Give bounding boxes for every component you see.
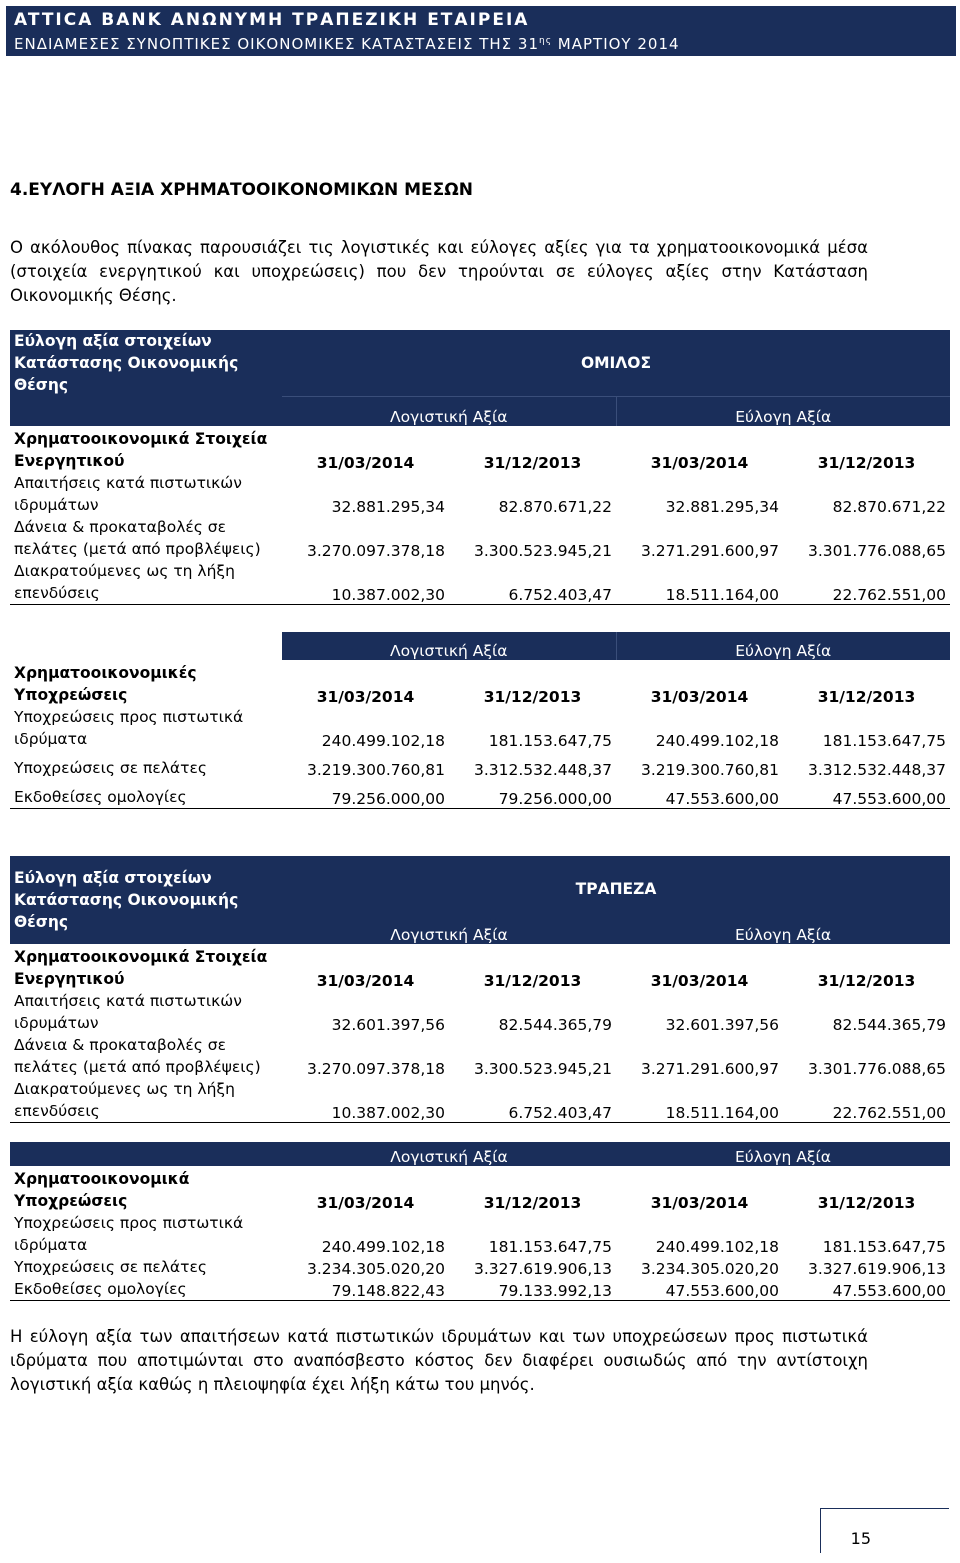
cell-value: 181.153.647,75 — [488, 732, 612, 750]
section-title: 4.ΕΥΛΟΓΗ ΑΞΙΑ ΧΡΗΜΑΤΟΟΙΚΟΝΟΜΙΚΩΝ ΜΕΣΩΝ — [10, 180, 473, 200]
cell-value: 32.601.397,56 — [331, 1016, 445, 1034]
table-row — [10, 516, 950, 560]
page-number: 15 — [850, 1529, 871, 1548]
row-label: Απαιτήσεις κατά πιστωτικών ιδρυμάτων — [14, 992, 242, 1032]
cell-value: 47.553.600,00 — [783, 779, 950, 808]
row-label: Εκδοθείσες ομολογίες — [10, 1278, 282, 1301]
cell-value: 3.234.305.020,20 — [640, 1260, 779, 1278]
row-label: Εκδοθείσες ομολογίες — [10, 779, 282, 808]
cell-value: 6.752.403,47 — [449, 560, 616, 605]
group-title: ΟΜΙΛΟΣ — [282, 330, 950, 396]
cell-value: 82.870.671,22 — [832, 498, 947, 516]
cell-value: 181.153.647,75 — [822, 732, 946, 750]
cell-value: 3.271.291.600,97 — [640, 1060, 779, 1078]
row-label: Δάνεια & προκαταβολές σε πελάτες (μετά από προβλέψεις) — [14, 1036, 261, 1076]
table-row — [10, 990, 950, 1034]
fair-value-header: Εύλογη Αξία — [616, 922, 950, 944]
row-label: Υποχρεώσεις σε πελάτες — [14, 1258, 207, 1276]
book-value-header: Λογιστική Αξία — [282, 1142, 616, 1166]
header-banner — [6, 6, 956, 56]
book-value-header: Λογιστική Αξία — [282, 396, 616, 426]
cell-value: 240.499.102,18 — [321, 732, 445, 750]
bank-assets-table — [10, 856, 950, 1123]
liabilities-heading: Χρηματοοικονομικές Υποχρεώσεις — [14, 664, 197, 704]
group-assets-table — [10, 330, 950, 605]
row-label: Απαιτήσεις κατά πιστωτικών ιδρυμάτων — [14, 474, 242, 514]
footnote-paragraph: Η εύλογη αξία των απαιτήσεων κατά πιστωτικών ιδρυμάτων και των υποχρεώσεων προς πιστωτικά ιδρύματα που αποτιμώνται στο αναπόσβεστο κόστος δεν διαφέρει ουσιωδώς από την αντίστοιχη λογιστική αξία καθώς η πλειοψηφία έχει λήξη κάτω του μηνός. — [10, 1327, 868, 1394]
cell-value: 181.153.647,75 — [488, 1238, 612, 1256]
report-subtitle: ΕΝΔΙΑΜΕΣΕΣ ΣΥΝΟΠΤΙΚΕΣ ΟΙΚΟΝΟΜΙΚΕΣ ΚΑΤΑΣΤΑΣΕΙΣ ΤΗΣ $31^{\eta\varsigma}$ ΜΑΡΤΙΟΥ 2014 — [14, 35, 680, 53]
cell-value: 10.387.002,30 — [282, 560, 449, 605]
date-header: 31/03/2014 — [316, 1194, 415, 1212]
bank-title: ΤΡΑΠΕΖΑ — [282, 856, 950, 922]
intro-paragraph: Ο ακόλουθος πίνακας παρουσιάζει τις λογιστικές και εύλογες αξίες για τα χρηματοοικονομικά μέσα (στοιχεία ενεργητικού και υποχρεώσεις) που δεν τηρούνται σε εύλογες αξίες στην Κατάσταση Οικονομικής Θέσης. — [10, 238, 868, 305]
date-header: 31/03/2014 — [650, 454, 749, 472]
cell-value: 32.881.295,34 — [331, 498, 445, 516]
cell-value: 82.870.671,22 — [498, 498, 612, 516]
cell-value: 32.881.295,34 — [665, 498, 779, 516]
cell-value: 18.511.164,00 — [616, 560, 783, 605]
cell-value: 3.219.300.760,81 — [306, 761, 445, 779]
cell-value: 79.148.822,43 — [282, 1278, 449, 1301]
date-header: 31/03/2014 — [650, 972, 749, 990]
cell-value: 3.327.619.906,13 — [807, 1260, 946, 1278]
book-value-header: Λογιστική Αξία — [282, 922, 616, 944]
cell-value: 3.300.523.945,21 — [473, 1060, 612, 1078]
row-label: Διακρατούμενες ως τη λήξη επενδύσεις — [10, 560, 282, 605]
date-header: 31/12/2013 — [817, 454, 916, 472]
assets-heading: Χρηματοοικονομικά Στοιχεία Ενεργητικού — [14, 430, 268, 470]
cell-value: 3.312.532.448,37 — [473, 761, 612, 779]
cell-value: 79.133.992,13 — [449, 1278, 616, 1301]
cell-value: 10.387.002,30 — [282, 1078, 449, 1123]
date-header: 31/03/2014 — [316, 972, 415, 990]
table-row — [10, 560, 950, 605]
cell-value: 240.499.102,18 — [321, 1238, 445, 1256]
fair-value-header: Εύλογη Αξία — [616, 396, 950, 426]
table-row — [10, 1278, 950, 1301]
cell-value: 3.270.097.378,18 — [306, 1060, 445, 1078]
cell-value: 3.271.291.600,97 — [640, 542, 779, 560]
cell-value: 79.256.000,00 — [282, 779, 449, 808]
cell-value: 240.499.102,18 — [655, 732, 779, 750]
date-header: 31/03/2014 — [316, 454, 415, 472]
fair-value-header: Εύλογη Αξία — [616, 632, 950, 660]
cell-value: 22.762.551,00 — [783, 1078, 950, 1123]
table-title: Εύλογη αξία στοιχείων Κατάστασης Οικονομικής Θέσης — [10, 856, 282, 944]
table-row — [10, 779, 950, 808]
table-row — [10, 1256, 950, 1278]
table-row — [10, 706, 950, 750]
cell-value: 82.544.365,79 — [498, 1016, 612, 1034]
date-header: 31/03/2014 — [650, 1194, 749, 1212]
date-header: 31/12/2013 — [483, 972, 582, 990]
table-row — [10, 750, 950, 779]
cell-value: 32.601.397,56 — [665, 1016, 779, 1034]
cell-value: 47.553.600,00 — [616, 779, 783, 808]
assets-heading: Χρηματοοικονομικά Στοιχεία Ενεργητικού — [14, 948, 268, 988]
cell-value: 47.553.600,00 — [616, 1278, 783, 1301]
liabilities-heading: Χρηματοοικονομικά Υποχρεώσεις — [14, 1170, 190, 1210]
cell-value: 3.301.776.088,65 — [807, 542, 947, 560]
book-value-header: Λογιστική Αξία — [282, 632, 616, 660]
cell-value: 3.301.776.088,65 — [808, 1060, 947, 1078]
date-header: 31/12/2013 — [483, 454, 582, 472]
cell-value: 18.511.164,00 — [616, 1078, 783, 1123]
cell-value: 240.499.102,18 — [655, 1238, 779, 1256]
date-header: 31/12/2013 — [483, 688, 582, 706]
cell-value: 181.153.647,75 — [822, 1238, 946, 1256]
cell-value: 82.544.365,79 — [832, 1016, 947, 1034]
bank-liabilities-table — [10, 1142, 950, 1301]
date-header: 31/12/2013 — [817, 1194, 916, 1212]
date-header: 31/12/2013 — [817, 688, 916, 706]
bank-name: ATTICA BANK ΑΝΩΝΥΜΗ ΤΡΑΠΕΖΙΚΗ ΕΤΑΙΡΕΙΑ — [14, 10, 530, 30]
cell-value: 47.553.600,00 — [783, 1278, 950, 1301]
cell-value: 3.219.300.760,81 — [640, 761, 779, 779]
date-header: 31/12/2013 — [483, 1194, 582, 1212]
fair-value-header: Εύλογη Αξία — [616, 1142, 950, 1166]
cell-value: 3.312.532.448,37 — [807, 761, 946, 779]
cell-value: 79.256.000,00 — [449, 779, 616, 808]
cell-value: 3.270.097.378,18 — [306, 542, 445, 560]
row-label: Διακρατούμενες ως τη λήξη επενδύσεις — [10, 1078, 282, 1123]
table-row — [10, 1034, 950, 1078]
table-row — [10, 1078, 950, 1123]
cell-value: 3.300.523.945,21 — [473, 542, 612, 560]
table-row — [10, 472, 950, 516]
row-label: Δάνεια & προκαταβολές σε πελάτες (μετά από προβλέψεις) — [14, 518, 261, 558]
cell-value: 22.762.551,00 — [783, 560, 950, 605]
cell-value: 6.752.403,47 — [449, 1078, 616, 1123]
cell-value: 3.327.619.906,13 — [473, 1260, 612, 1278]
date-header: 31/03/2014 — [316, 688, 415, 706]
table-row — [10, 1212, 950, 1256]
row-label: Υποχρεώσεις προς πιστωτικά ιδρύματα — [14, 1214, 244, 1254]
date-header: 31/12/2013 — [817, 972, 916, 990]
page-number-box — [820, 1508, 949, 1553]
table-title: Εύλογη αξία στοιχείων Κατάστασης Οικονομικής Θέσης — [10, 330, 282, 396]
date-header: 31/03/2014 — [650, 688, 749, 706]
row-label: Υποχρεώσεις προς πιστωτικά ιδρύματα — [14, 708, 244, 748]
row-label: Υποχρεώσεις σε πελάτες — [14, 759, 207, 777]
cell-value: 3.234.305.020,20 — [306, 1260, 445, 1278]
group-liabilities-table — [10, 632, 950, 809]
